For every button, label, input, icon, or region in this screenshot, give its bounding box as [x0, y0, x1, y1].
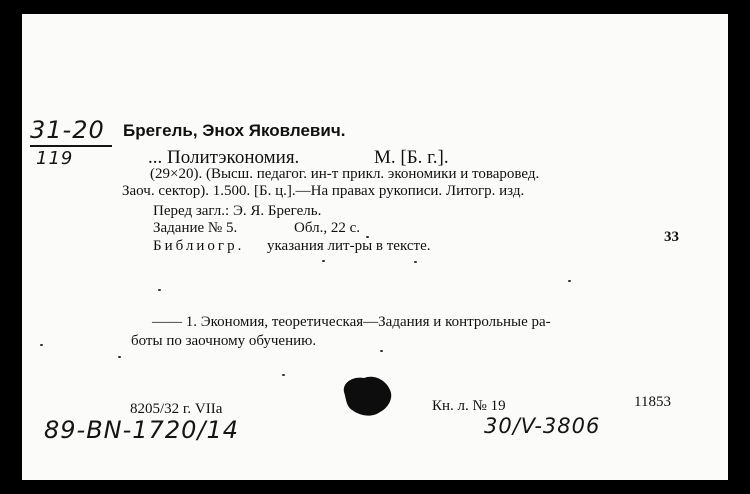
scan-speck	[282, 374, 285, 376]
number-33: 33	[664, 229, 679, 245]
shelfmark-underline	[30, 145, 112, 147]
title-line: ... Политэкономия.	[148, 147, 300, 168]
scan-speck	[380, 350, 383, 352]
note-cover: Обл., 22 с.	[294, 220, 360, 236]
subject-line-1: —— 1. Экономия, теоретическая—Задания и контрольные ра-	[152, 314, 551, 330]
description-line-2: Заоч. сектор). 1.500. [Б. ц.].—На правах рукописи. Литогр. изд.	[122, 183, 525, 199]
bottom-left-code: 8205/32 г. VIIa	[130, 401, 223, 417]
scan-speck	[322, 260, 325, 262]
subject-line-2: боты по заочному обучению.	[131, 333, 317, 349]
scan-speck	[118, 356, 121, 358]
note-task: Задание № 5.	[153, 220, 238, 236]
bottom-middle-text: Кн. л. № 19	[432, 398, 506, 414]
scan-speck	[414, 261, 417, 263]
bottom-left-handwritten: 89-BN-1720/14	[44, 416, 239, 444]
scan-speck	[40, 344, 43, 346]
scan-speck	[568, 280, 571, 282]
scan-speck	[158, 289, 161, 291]
bottom-right-number: 11853	[634, 394, 671, 410]
catalog-card	[22, 14, 728, 480]
shelfmark-sub-handwritten: 119	[36, 148, 74, 169]
ink-blot	[340, 374, 394, 418]
bibliography-label: Библиогр.	[153, 238, 245, 254]
note-title: Перед загл.: Э. Я. Брегель.	[153, 203, 322, 219]
bibliography-text: указания лит-ры в тексте.	[267, 238, 431, 254]
imprint: М. [Б. г.].	[374, 147, 449, 168]
scan-speck	[366, 236, 369, 238]
bottom-right-handwritten: 30/V-3806	[484, 414, 601, 438]
author-heading: Брегель, Энох Яковлевич.	[123, 121, 346, 140]
description-line-1: (29×20). (Высш. педагог. ин-т прикл. экономики и товаровед.	[150, 166, 540, 182]
shelfmark-handwritten: 31-20	[30, 116, 105, 144]
